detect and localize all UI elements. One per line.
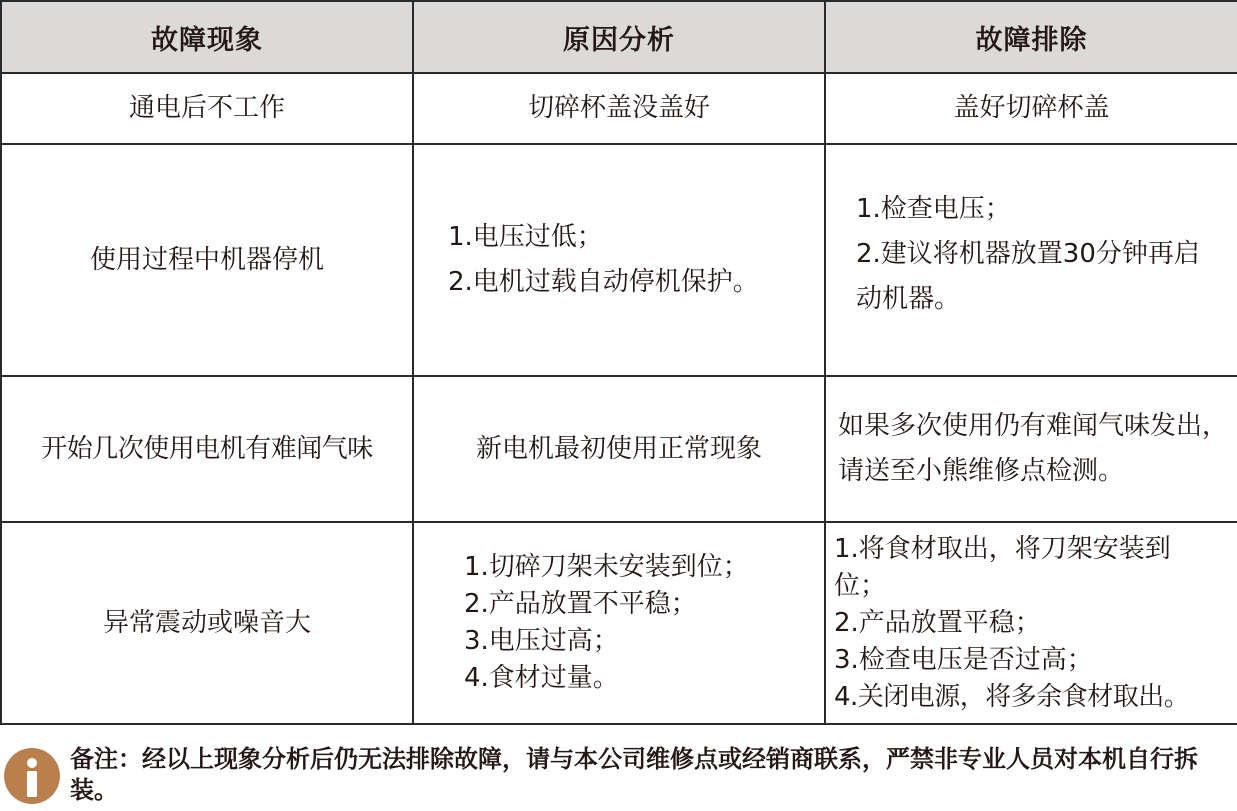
fix-line: 3.检查电压是否过高； xyxy=(834,644,1093,675)
symptom-cell: 使用过程中机器停机 xyxy=(1,144,413,376)
symptom-cell: 异常震动或噪音大 xyxy=(1,522,413,724)
cause-cell xyxy=(413,376,825,522)
table-row xyxy=(1,376,1237,522)
fix-line: 2.建议将机器放置30分钟再启动机器。 xyxy=(856,238,1200,314)
fix-cell xyxy=(825,376,1237,522)
table-header-row xyxy=(1,1,1237,73)
symptom-cell: 通电后不工作 xyxy=(1,73,413,144)
info-icon xyxy=(4,748,60,804)
fix-line: 盖好切碎杯盖 xyxy=(953,93,1110,123)
table-row xyxy=(1,144,1237,376)
remark-text: 备注：经以上现象分析后仍无法排除故障，请与本公司维修点或经销商联系，严禁非专业人员对本机自行拆装。 xyxy=(70,745,1198,804)
cause-line: 2.产品放置不平稳； xyxy=(464,589,697,619)
fix-cell xyxy=(825,522,1237,724)
remark-note xyxy=(4,742,1229,806)
header-cause: 原因分析 xyxy=(413,1,825,73)
cause-line: 新电机最初使用正常现象 xyxy=(475,433,762,464)
cause-line: 2.电机过载自动停机保护。 xyxy=(448,267,759,297)
header-symptom: 故障现象 xyxy=(1,1,413,73)
fix-cell xyxy=(825,144,1237,376)
cause-line: 1.切碎刀架未安装到位； xyxy=(464,552,749,582)
cause-line: 1.电压过低； xyxy=(448,222,603,252)
table-row xyxy=(1,73,1237,144)
fix-cell xyxy=(825,73,1237,144)
table-row xyxy=(1,522,1237,724)
fix-line: 2.产品放置平稳； xyxy=(834,607,1041,638)
symptom-cell: 开始几次使用电机有难闻气味 xyxy=(1,376,413,522)
fix-line: 1.检查电压； xyxy=(856,193,1011,224)
cause-line: 4.食材过量。 xyxy=(464,663,619,693)
fix-line: 1.将食材取出，将刀架安装到位； xyxy=(834,533,1171,601)
cause-line: 切碎杯盖没盖好 xyxy=(527,93,710,123)
header-fix: 故障排除 xyxy=(825,1,1237,73)
fix-line: 4.关闭电源，将多余食材取出。 xyxy=(834,681,1190,712)
cause-cell xyxy=(413,144,825,376)
cause-cell xyxy=(413,522,825,724)
cause-cell xyxy=(413,73,825,144)
cause-line: 3.电压过高； xyxy=(464,626,619,656)
fix-line: 如果多次使用仍有难闻气味发出，请送至小熊维修点检测。 xyxy=(838,411,1229,486)
